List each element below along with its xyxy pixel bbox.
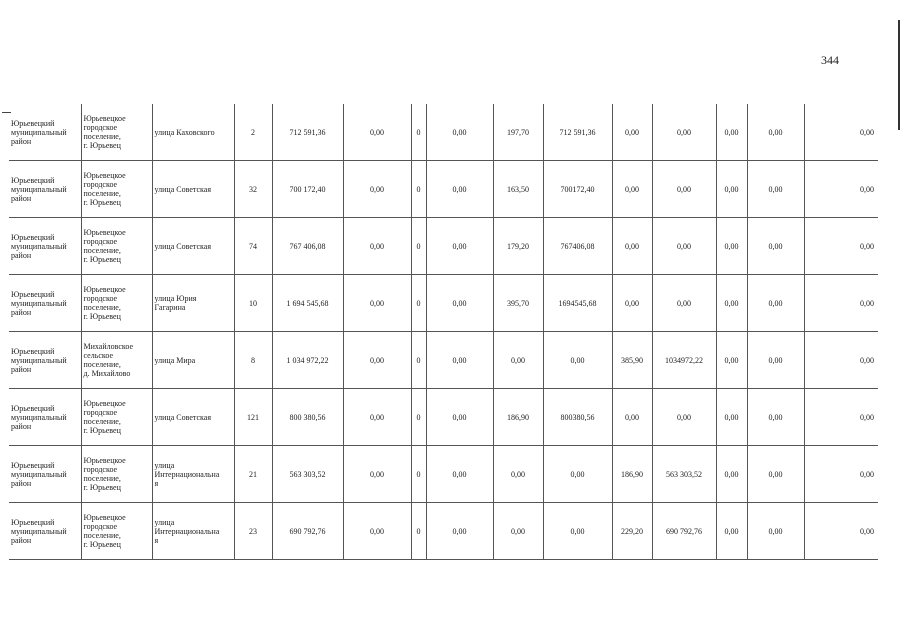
table-row bbox=[9, 161, 878, 218]
area-cell bbox=[612, 389, 652, 446]
area-cell-text: 0,00 bbox=[625, 184, 639, 194]
count-cell bbox=[411, 389, 426, 446]
sum-cell-text: 1694545,68 bbox=[558, 298, 597, 308]
settlement-cell bbox=[81, 332, 152, 389]
count-cell bbox=[411, 104, 426, 161]
house-number-cell-text: 10 bbox=[249, 298, 257, 308]
count-cell bbox=[411, 161, 426, 218]
area-cell bbox=[493, 104, 543, 161]
value-cell bbox=[804, 503, 878, 560]
settlement-cell-text: Юрьевецкое городское поселение, г. Юрьевец bbox=[83, 114, 126, 150]
value-cell bbox=[426, 503, 493, 560]
value-cell-text: 0,00 bbox=[860, 241, 874, 251]
settlement-cell-text: Юрьевецкое городское поселение, г. Юрьевец bbox=[83, 285, 126, 321]
street-cell bbox=[152, 161, 234, 218]
settlement-cell bbox=[81, 503, 152, 560]
area-cell-text: 0,00 bbox=[625, 241, 639, 251]
house-number-cell bbox=[234, 446, 272, 503]
count-cell-text: 0 bbox=[416, 241, 421, 251]
page-number: 344 bbox=[821, 53, 839, 67]
area-cell bbox=[612, 275, 652, 332]
value-cell-text: 0,00 bbox=[370, 184, 384, 194]
sum-cell-text: 712 591,36 bbox=[559, 127, 596, 137]
value-cell-text: 0,00 bbox=[768, 412, 783, 422]
street-cell-text: улица Советская bbox=[154, 241, 212, 251]
settlement-cell-text: Михайловское сельское поселение, д. Михайлово bbox=[83, 342, 134, 378]
street-cell-text: улица Каховского bbox=[154, 127, 215, 137]
value-cell bbox=[747, 275, 804, 332]
street-cell bbox=[152, 389, 234, 446]
area-cell-text: 197,70 bbox=[507, 127, 529, 137]
value-cell-text: 0,00 bbox=[860, 412, 874, 422]
area-cell bbox=[612, 503, 652, 560]
total-cost-cell-text: 690 792,76 bbox=[289, 526, 326, 536]
district-cell-text: Юрьевецкий муниципальный район bbox=[11, 232, 67, 260]
area-cell bbox=[493, 218, 543, 275]
value-cell-text: 0,00 bbox=[860, 127, 874, 137]
value-cell bbox=[747, 389, 804, 446]
area-cell bbox=[612, 446, 652, 503]
total-cost-cell bbox=[272, 332, 343, 389]
value-cell-text: 0,00 bbox=[768, 241, 783, 251]
value-cell bbox=[426, 446, 493, 503]
settlement-cell-text: Юрьевецкое городское поселение, г. Юрьевец bbox=[83, 399, 126, 435]
house-number-cell-text: 2 bbox=[251, 127, 255, 137]
area-cell-text: 179,20 bbox=[507, 241, 529, 251]
street-cell-text: улица Юрия Гагарина bbox=[154, 294, 197, 312]
data-table bbox=[9, 104, 878, 560]
sum-cell bbox=[652, 104, 716, 161]
sum-cell-text: 0,00 bbox=[677, 241, 691, 251]
value-cell bbox=[426, 389, 493, 446]
sum-cell bbox=[543, 104, 612, 161]
value-cell-text: 0,00 bbox=[370, 355, 384, 365]
sum-cell bbox=[652, 275, 716, 332]
value-cell-text: 0,00 bbox=[452, 298, 467, 308]
area-cell bbox=[493, 275, 543, 332]
total-cost-cell-text: 767 406,08 bbox=[289, 241, 326, 251]
value-cell-text: 0,00 bbox=[768, 298, 783, 308]
street-cell-text: улица Советская bbox=[154, 412, 212, 422]
count-cell bbox=[411, 332, 426, 389]
value-cell bbox=[426, 161, 493, 218]
total-cost-cell bbox=[272, 104, 343, 161]
value-cell bbox=[426, 218, 493, 275]
house-number-cell bbox=[234, 161, 272, 218]
value-cell-text: 0,00 bbox=[860, 355, 874, 365]
area-cell bbox=[493, 161, 543, 218]
value-cell bbox=[343, 503, 411, 560]
value-cell-text: 0,00 bbox=[768, 355, 783, 365]
value-cell-text: 0,00 bbox=[452, 127, 467, 137]
sum-cell-text: 0,00 bbox=[570, 526, 585, 536]
table-row bbox=[9, 104, 878, 161]
district-cell bbox=[9, 104, 81, 161]
count-cell bbox=[411, 446, 426, 503]
total-cost-cell bbox=[272, 218, 343, 275]
settlement-cell-text: Юрьевецкое городское поселение, г. Юрьевец bbox=[83, 171, 126, 207]
value-cell-text: 0,00 bbox=[724, 355, 739, 365]
district-cell-text: Юрьевецкий муниципальный район bbox=[11, 175, 67, 203]
sum-cell bbox=[543, 389, 612, 446]
value-cell-text: 0,00 bbox=[452, 241, 467, 251]
value-cell bbox=[716, 161, 747, 218]
district-cell-text: Юрьевецкий муниципальный район bbox=[11, 403, 67, 431]
value-cell bbox=[426, 332, 493, 389]
district-cell bbox=[9, 275, 81, 332]
value-cell-text: 0,00 bbox=[724, 469, 739, 479]
sum-cell-text: 0,00 bbox=[677, 412, 691, 422]
value-cell bbox=[343, 275, 411, 332]
value-cell-text: 0,00 bbox=[452, 469, 467, 479]
sum-cell-text: 767406,08 bbox=[560, 241, 595, 251]
street-cell-text: улица Мира bbox=[154, 355, 196, 365]
count-cell-text: 0 bbox=[416, 412, 421, 422]
street-cell bbox=[152, 503, 234, 560]
value-cell-text: 0,00 bbox=[768, 469, 783, 479]
value-cell bbox=[747, 161, 804, 218]
sum-cell-text: 1034972,22 bbox=[665, 355, 703, 365]
house-number-cell bbox=[234, 503, 272, 560]
street-cell bbox=[152, 218, 234, 275]
value-cell bbox=[716, 503, 747, 560]
value-cell bbox=[716, 332, 747, 389]
house-number-cell bbox=[234, 104, 272, 161]
sum-cell bbox=[543, 161, 612, 218]
sum-cell-text: 0,00 bbox=[677, 184, 691, 194]
value-cell-text: 0,00 bbox=[370, 469, 384, 479]
value-cell-text: 0,00 bbox=[370, 127, 384, 137]
sum-cell bbox=[543, 503, 612, 560]
area-cell bbox=[612, 332, 652, 389]
street-cell bbox=[152, 446, 234, 503]
settlement-cell bbox=[81, 161, 152, 218]
sum-cell bbox=[543, 218, 612, 275]
value-cell bbox=[343, 104, 411, 161]
count-cell bbox=[411, 503, 426, 560]
street-cell-text: улица Интернациональна я bbox=[154, 460, 220, 488]
area-cell bbox=[612, 161, 652, 218]
total-cost-cell-text: 800 380,56 bbox=[289, 412, 326, 422]
sum-cell bbox=[652, 332, 716, 389]
count-cell-text: 0 bbox=[416, 184, 421, 194]
value-cell bbox=[804, 275, 878, 332]
count-cell-text: 0 bbox=[416, 526, 421, 536]
count-cell-text: 0 bbox=[416, 298, 421, 308]
value-cell-text: 0,00 bbox=[860, 184, 874, 194]
value-cell-text: 0,00 bbox=[860, 298, 874, 308]
house-number-cell-text: 23 bbox=[249, 526, 257, 536]
value-cell bbox=[343, 446, 411, 503]
area-cell-text: 0,00 bbox=[511, 526, 525, 536]
table-row bbox=[9, 503, 878, 560]
sum-cell bbox=[652, 446, 716, 503]
area-cell-text: 0,00 bbox=[625, 127, 639, 137]
district-cell-text: Юрьевецкий муниципальный район bbox=[11, 289, 67, 317]
district-cell bbox=[9, 218, 81, 275]
area-cell-text: 186,90 bbox=[621, 469, 643, 479]
value-cell-text: 0,00 bbox=[768, 526, 783, 536]
settlement-cell bbox=[81, 218, 152, 275]
sum-cell bbox=[652, 503, 716, 560]
district-cell bbox=[9, 332, 81, 389]
settlement-cell bbox=[81, 446, 152, 503]
house-number-cell-text: 74 bbox=[249, 241, 257, 251]
value-cell bbox=[716, 446, 747, 503]
district-cell-text: Юрьевецкий муниципальный район bbox=[11, 460, 67, 488]
area-cell-text: 186,90 bbox=[507, 412, 529, 422]
value-cell-text: 0,00 bbox=[724, 241, 739, 251]
value-cell-text: 0,00 bbox=[724, 526, 739, 536]
street-cell bbox=[152, 275, 234, 332]
total-cost-cell bbox=[272, 503, 343, 560]
table-row bbox=[9, 389, 878, 446]
value-cell-text: 0,00 bbox=[860, 526, 874, 536]
district-cell bbox=[9, 503, 81, 560]
area-cell-text: 0,00 bbox=[625, 412, 639, 422]
table-row bbox=[9, 218, 878, 275]
house-number-cell bbox=[234, 332, 272, 389]
count-cell-text: 0 bbox=[416, 355, 421, 365]
total-cost-cell-text: 700 172,40 bbox=[289, 184, 326, 194]
area-cell bbox=[612, 218, 652, 275]
value-cell-text: 0,00 bbox=[370, 412, 384, 422]
area-cell-text: 0,00 bbox=[511, 355, 525, 365]
value-cell-text: 0,00 bbox=[724, 298, 739, 308]
district-cell bbox=[9, 161, 81, 218]
table-row bbox=[9, 332, 878, 389]
settlement-cell bbox=[81, 275, 152, 332]
area-cell bbox=[493, 332, 543, 389]
total-cost-cell bbox=[272, 389, 343, 446]
total-cost-cell-text: 712 591,36 bbox=[289, 127, 326, 137]
street-cell-text: улица Советская bbox=[154, 184, 212, 194]
area-cell-text: 0,00 bbox=[511, 469, 525, 479]
district-cell bbox=[9, 446, 81, 503]
house-number-cell-text: 21 bbox=[249, 469, 257, 479]
house-number-cell bbox=[234, 218, 272, 275]
value-cell bbox=[716, 218, 747, 275]
sum-cell bbox=[543, 275, 612, 332]
sum-cell-text: 0,00 bbox=[570, 469, 585, 479]
count-cell bbox=[411, 275, 426, 332]
value-cell-text: 0,00 bbox=[452, 526, 467, 536]
count-cell-text: 0 bbox=[416, 127, 421, 137]
area-cell bbox=[493, 503, 543, 560]
value-cell-text: 0,00 bbox=[452, 355, 467, 365]
value-cell bbox=[426, 275, 493, 332]
district-cell-text: Юрьевецкий муниципальный район bbox=[11, 517, 67, 545]
sum-cell-text: 690 792,76 bbox=[666, 526, 702, 536]
settlement-cell-text: Юрьевецкое городское поселение, г. Юрьевец bbox=[83, 228, 126, 264]
value-cell bbox=[716, 104, 747, 161]
total-cost-cell-text: 1 034 972,22 bbox=[286, 355, 329, 365]
value-cell bbox=[804, 218, 878, 275]
house-number-cell-text: 121 bbox=[247, 412, 259, 422]
street-cell bbox=[152, 332, 234, 389]
area-cell-text: 385,90 bbox=[621, 355, 643, 365]
count-cell bbox=[411, 218, 426, 275]
settlement-cell-text: Юрьевецкое городское поселение, г. Юрьевец bbox=[83, 456, 126, 492]
page-edge-line bbox=[898, 20, 900, 130]
total-cost-cell-text: 1 694 545,68 bbox=[286, 298, 329, 308]
total-cost-cell bbox=[272, 161, 343, 218]
value-cell-text: 0,00 bbox=[768, 127, 783, 137]
value-cell-text: 0,00 bbox=[452, 412, 467, 422]
value-cell bbox=[343, 389, 411, 446]
house-number-cell bbox=[234, 275, 272, 332]
district-cell-text: Юрьевецкий муниципальный район bbox=[11, 346, 67, 374]
district-cell-text: Юрьевецкий муниципальный район bbox=[11, 118, 67, 146]
value-cell-text: 0,00 bbox=[860, 469, 874, 479]
table-row bbox=[9, 275, 878, 332]
value-cell bbox=[804, 161, 878, 218]
area-cell-text: 229,20 bbox=[621, 526, 643, 536]
total-cost-cell bbox=[272, 446, 343, 503]
area-cell bbox=[493, 389, 543, 446]
district-cell bbox=[9, 389, 81, 446]
count-cell-text: 0 bbox=[416, 469, 421, 479]
total-cost-cell bbox=[272, 275, 343, 332]
value-cell-text: 0,00 bbox=[370, 241, 384, 251]
value-cell bbox=[804, 389, 878, 446]
settlement-cell-text: Юрьевецкое городское поселение, г. Юрьевец bbox=[83, 513, 126, 549]
value-cell bbox=[747, 503, 804, 560]
value-cell bbox=[716, 389, 747, 446]
value-cell bbox=[804, 446, 878, 503]
sum-cell-text: 800380,56 bbox=[560, 412, 595, 422]
house-number-cell-text: 32 bbox=[249, 184, 257, 194]
value-cell bbox=[747, 218, 804, 275]
sum-cell bbox=[543, 446, 612, 503]
value-cell-text: 0,00 bbox=[724, 184, 739, 194]
area-cell-text: 163,50 bbox=[507, 184, 529, 194]
sum-cell-text: 0,00 bbox=[570, 355, 585, 365]
value-cell bbox=[426, 104, 493, 161]
area-cell-text: 395,70 bbox=[507, 298, 529, 308]
sum-cell bbox=[543, 332, 612, 389]
sum-cell bbox=[652, 389, 716, 446]
value-cell-text: 0,00 bbox=[452, 184, 467, 194]
value-cell bbox=[343, 218, 411, 275]
value-cell bbox=[716, 275, 747, 332]
sum-cell-text: 0,00 bbox=[677, 298, 691, 308]
value-cell bbox=[747, 104, 804, 161]
sum-cell bbox=[652, 218, 716, 275]
street-cell-text: улица Интернациональна я bbox=[154, 517, 220, 545]
sum-cell-text: 563 303,52 bbox=[666, 469, 702, 479]
value-cell-text: 0,00 bbox=[370, 526, 384, 536]
value-cell bbox=[343, 332, 411, 389]
total-cost-cell-text: 563 303,52 bbox=[289, 469, 326, 479]
value-cell-text: 0,00 bbox=[370, 298, 384, 308]
table-row bbox=[9, 446, 878, 503]
street-cell bbox=[152, 104, 234, 161]
area-cell bbox=[493, 446, 543, 503]
settlement-cell bbox=[81, 104, 152, 161]
sum-cell bbox=[652, 161, 716, 218]
area-cell bbox=[612, 104, 652, 161]
value-cell-text: 0,00 bbox=[768, 184, 783, 194]
house-number-cell-text: 8 bbox=[251, 355, 255, 365]
sum-cell-text: 0,00 bbox=[677, 127, 691, 137]
value-cell bbox=[747, 332, 804, 389]
value-cell-text: 0,00 bbox=[724, 412, 739, 422]
house-number-cell bbox=[234, 389, 272, 446]
area-cell-text: 0,00 bbox=[625, 298, 639, 308]
value-cell-text: 0,00 bbox=[724, 127, 739, 137]
value-cell bbox=[343, 161, 411, 218]
value-cell bbox=[804, 332, 878, 389]
sum-cell-text: 700172,40 bbox=[560, 184, 595, 194]
value-cell bbox=[747, 446, 804, 503]
value-cell bbox=[804, 104, 878, 161]
settlement-cell bbox=[81, 389, 152, 446]
